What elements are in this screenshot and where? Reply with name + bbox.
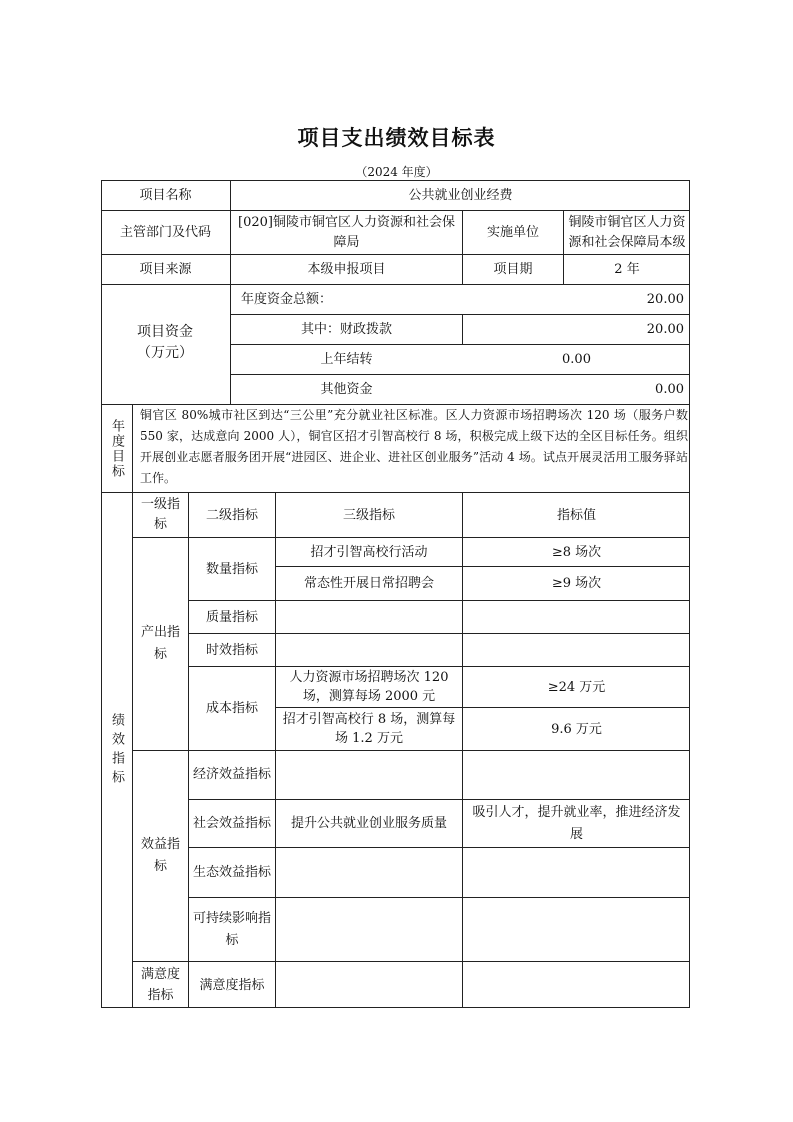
- indicator-cost-campus-tour-value: 9.6 万元: [551, 721, 602, 737]
- funds-label: 项目资金（万元）: [137, 324, 193, 361]
- funds-total-label: 年度资金总额：: [241, 292, 333, 307]
- indicator-job-fairs-value: ≥9 场次: [551, 576, 602, 591]
- funds-fiscal-label: 其中：财政拨款: [300, 322, 392, 337]
- indicator-cost-campus-tour: 招才引智高校行 8 场，测算每场 1.2 万元: [282, 712, 456, 746]
- funds-carryover-value: 0.00: [562, 352, 591, 367]
- year-label: （2024 年度）: [355, 165, 438, 179]
- funds-other-label: 其他资金: [320, 382, 373, 397]
- header-level2: 二级指标: [205, 507, 258, 523]
- source-value: 本级申报项目: [307, 262, 386, 277]
- dept-value: [020]铜陵市铜官区人力资源和社会保障局: [238, 214, 455, 250]
- period-label: 项目期: [493, 262, 533, 277]
- funds-total-value: 20.00: [646, 292, 684, 307]
- header-level1: 一级指标: [140, 497, 180, 532]
- annual-goal-label: 年度目标: [109, 418, 124, 479]
- project-name-label: 项目名称: [139, 188, 192, 203]
- social-benefit-label: 社会效益指标: [193, 815, 272, 831]
- timeliness-indicators-label: 时效指标: [205, 642, 258, 658]
- funds-fiscal-value: 20.00: [646, 322, 684, 337]
- annual-goal-text: 铜官区 80%城市社区到达“三公里”充分就业社区标准。区人力资源市场招聘场次 120 场（服务户数 550 家，达成意向 2000 人），铜官区招才引智高校行 8 场，积极完成上级下达的全区目标任务。组织开展创业志愿者服务团开展“进园区、进企业、进社区创业服务”活动 4 场。试点开展灵活用工服务驿站工作。: [140, 408, 688, 485]
- impl-value: 铜陵市铜官区人力资源和社会保障局本级: [568, 214, 686, 250]
- dept-label: 主管部门及代码: [119, 225, 211, 240]
- cost-indicators-label: 成本指标: [205, 701, 258, 716]
- quality-indicators-label: 质量指标: [205, 609, 258, 625]
- output-indicators-label: 产出指标: [140, 625, 180, 662]
- impl-label: 实施单位: [486, 225, 539, 240]
- header-level3: 三级指标: [342, 507, 395, 523]
- indicator-campus-tour: 招才引智高校行活动: [310, 544, 428, 560]
- satisfaction-indicators-label: 满意度指标: [140, 967, 180, 1003]
- indicator-service-quality: 提升公共就业创业服务质量: [290, 816, 447, 831]
- indicator-cost-job-market-value: ≥24 万元: [547, 679, 606, 695]
- economic-benefit-label: 经济效益指标: [193, 767, 272, 782]
- page-title: 项目支出绩效目标表: [297, 126, 496, 150]
- quantity-indicators-label: 数量指标: [205, 561, 258, 577]
- funds-carryover-label: 上年结转: [320, 352, 373, 367]
- ecological-benefit-label: 生态效益指标: [193, 864, 272, 880]
- indicator-job-fairs: 常态性开展日常招聘会: [303, 576, 434, 591]
- satisfaction-sub-label: 满意度指标: [199, 977, 265, 993]
- project-name-value: 公共就业创业经费: [408, 188, 513, 203]
- indicator-service-quality-value: 吸引人才，提升就业率，推进经济发展: [472, 804, 681, 842]
- sustainable-impact-label: 可持续影响指标: [193, 910, 272, 948]
- funds-other-value: 0.00: [655, 382, 684, 397]
- indicator-cost-job-market: 人力资源市场招聘场次 120 场，测算每场 2000 元: [289, 670, 449, 704]
- source-label: 项目来源: [139, 262, 192, 277]
- benefit-indicators-label: 效益指标: [140, 837, 180, 874]
- indicator-campus-tour-value: ≥8 场次: [551, 544, 602, 560]
- header-value: 指标值: [556, 507, 596, 523]
- performance-indicators-label: 绩效指标: [109, 712, 124, 789]
- period-value: 2 年: [614, 262, 640, 277]
